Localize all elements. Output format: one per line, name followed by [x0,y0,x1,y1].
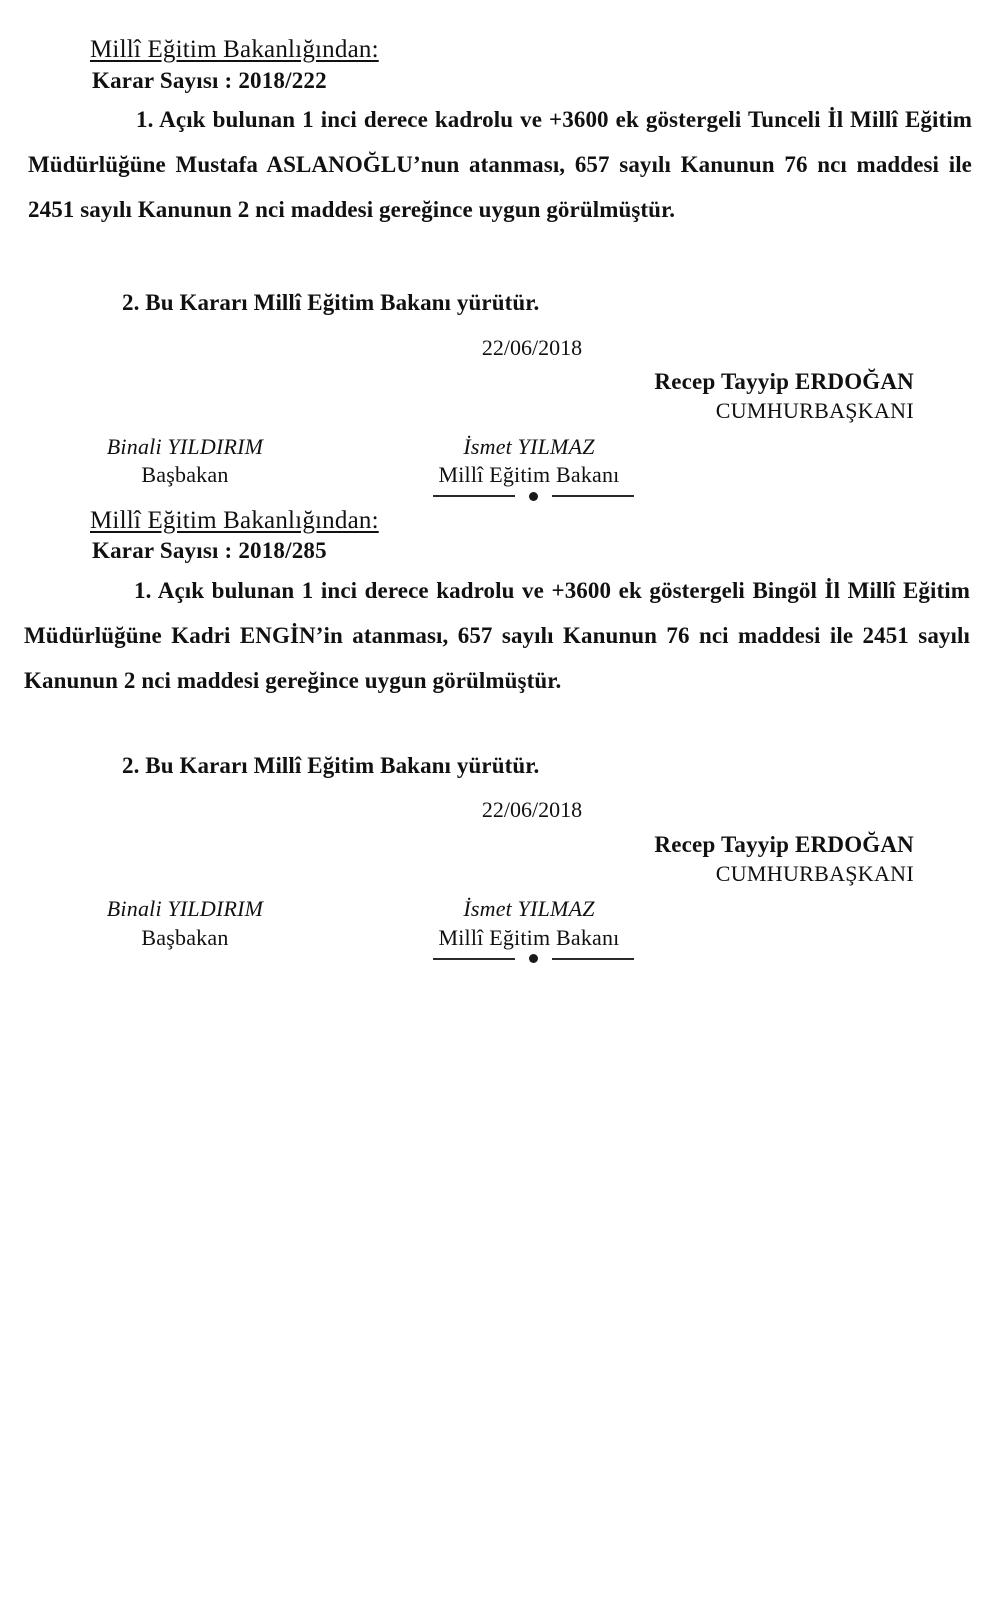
minister-title: Millî Eğitim Bakanı [438,462,620,488]
minister-signature [364,433,694,490]
decision-block-2 [0,501,1000,964]
spacer [0,233,1000,285]
decision-block-1 [0,0,1000,501]
separator-bullet-icon [529,954,538,963]
prime-minister-name: Binali YILDIRIM [106,433,264,459]
decision-number: Karar Sayısı : 2018/222 [92,67,327,93]
article-2-text: 2. Bu Kararı Millî Eğitim Bakanı yürütür. [122,752,540,778]
ministry-heading: Millî Eğitim Bakanlığından: [90,36,379,63]
signature-row [0,433,1000,490]
decision-date: 22/06/2018 [481,797,583,823]
minister-signature [364,895,694,952]
president-name: Recep Tayyip ERDOĞAN [654,831,914,857]
separator-rule-right [552,495,634,497]
minister-name: İsmet YILMAZ [463,896,595,922]
article-2-text: 2. Bu Kararı Millî Eğitim Bakanı yürütür. [122,289,540,315]
signature-block [0,334,1000,490]
decision-number: Karar Sayısı : 2018/285 [92,538,327,564]
prime-minister-name: Binali YILDIRIM [106,896,264,922]
separator-rule-left [433,495,515,497]
article-1-text: 1. Açık bulunan 1 inci derece kadrolu ve +3600 ek göstergeli Bingöl İl Millî Eğitim Müdürlüğüne Kadri ENGİN’in atanması, 657 sayılı Kanunun 76 nci maddesi ile 2451 sayılı Kanunun 2 nci maddesi gereğince uygun görülmüştür. [24,578,970,693]
president-signature [0,831,1000,887]
signature-row [0,895,1000,952]
separator-bullet-icon [529,492,538,501]
ministry-heading: Millî Eğitim Bakanlığından: [90,506,379,534]
president-signature [0,368,1000,424]
article-1-text: 1. Açık bulunan 1 inci derece kadrolu ve +3600 ek göstergeli Tunceli İl Millî Eğitim Müdürlüğüne Mustafa ASLANOĞLU’nun atanması, 657 sayılı Kanunun 76 ncı maddesi ile 2451 sayılı Kanunun 2 nci maddesi gereğince uygun görülmüştür. [28,107,972,223]
prime-minister-title: Başbakan [141,924,229,950]
separator-rule-right [552,958,634,960]
prime-minister-signature [20,895,350,952]
section-separator [0,954,1000,963]
spacer [0,704,1000,748]
president-name: Recep Tayyip ERDOĞAN [654,369,914,395]
separator-rule-left [433,958,515,960]
minister-title: Millî Eğitim Bakanı [438,924,620,950]
prime-minister-signature [20,433,350,490]
minister-name: İsmet YILMAZ [463,433,595,459]
decision-date: 22/06/2018 [481,334,583,360]
section-separator [0,492,1000,501]
president-title: CUMHURBAŞKANI [715,860,914,886]
prime-minister-title: Başbakan [141,462,229,488]
signature-block [0,796,1000,952]
president-title: CUMHURBAŞKANI [715,398,914,424]
